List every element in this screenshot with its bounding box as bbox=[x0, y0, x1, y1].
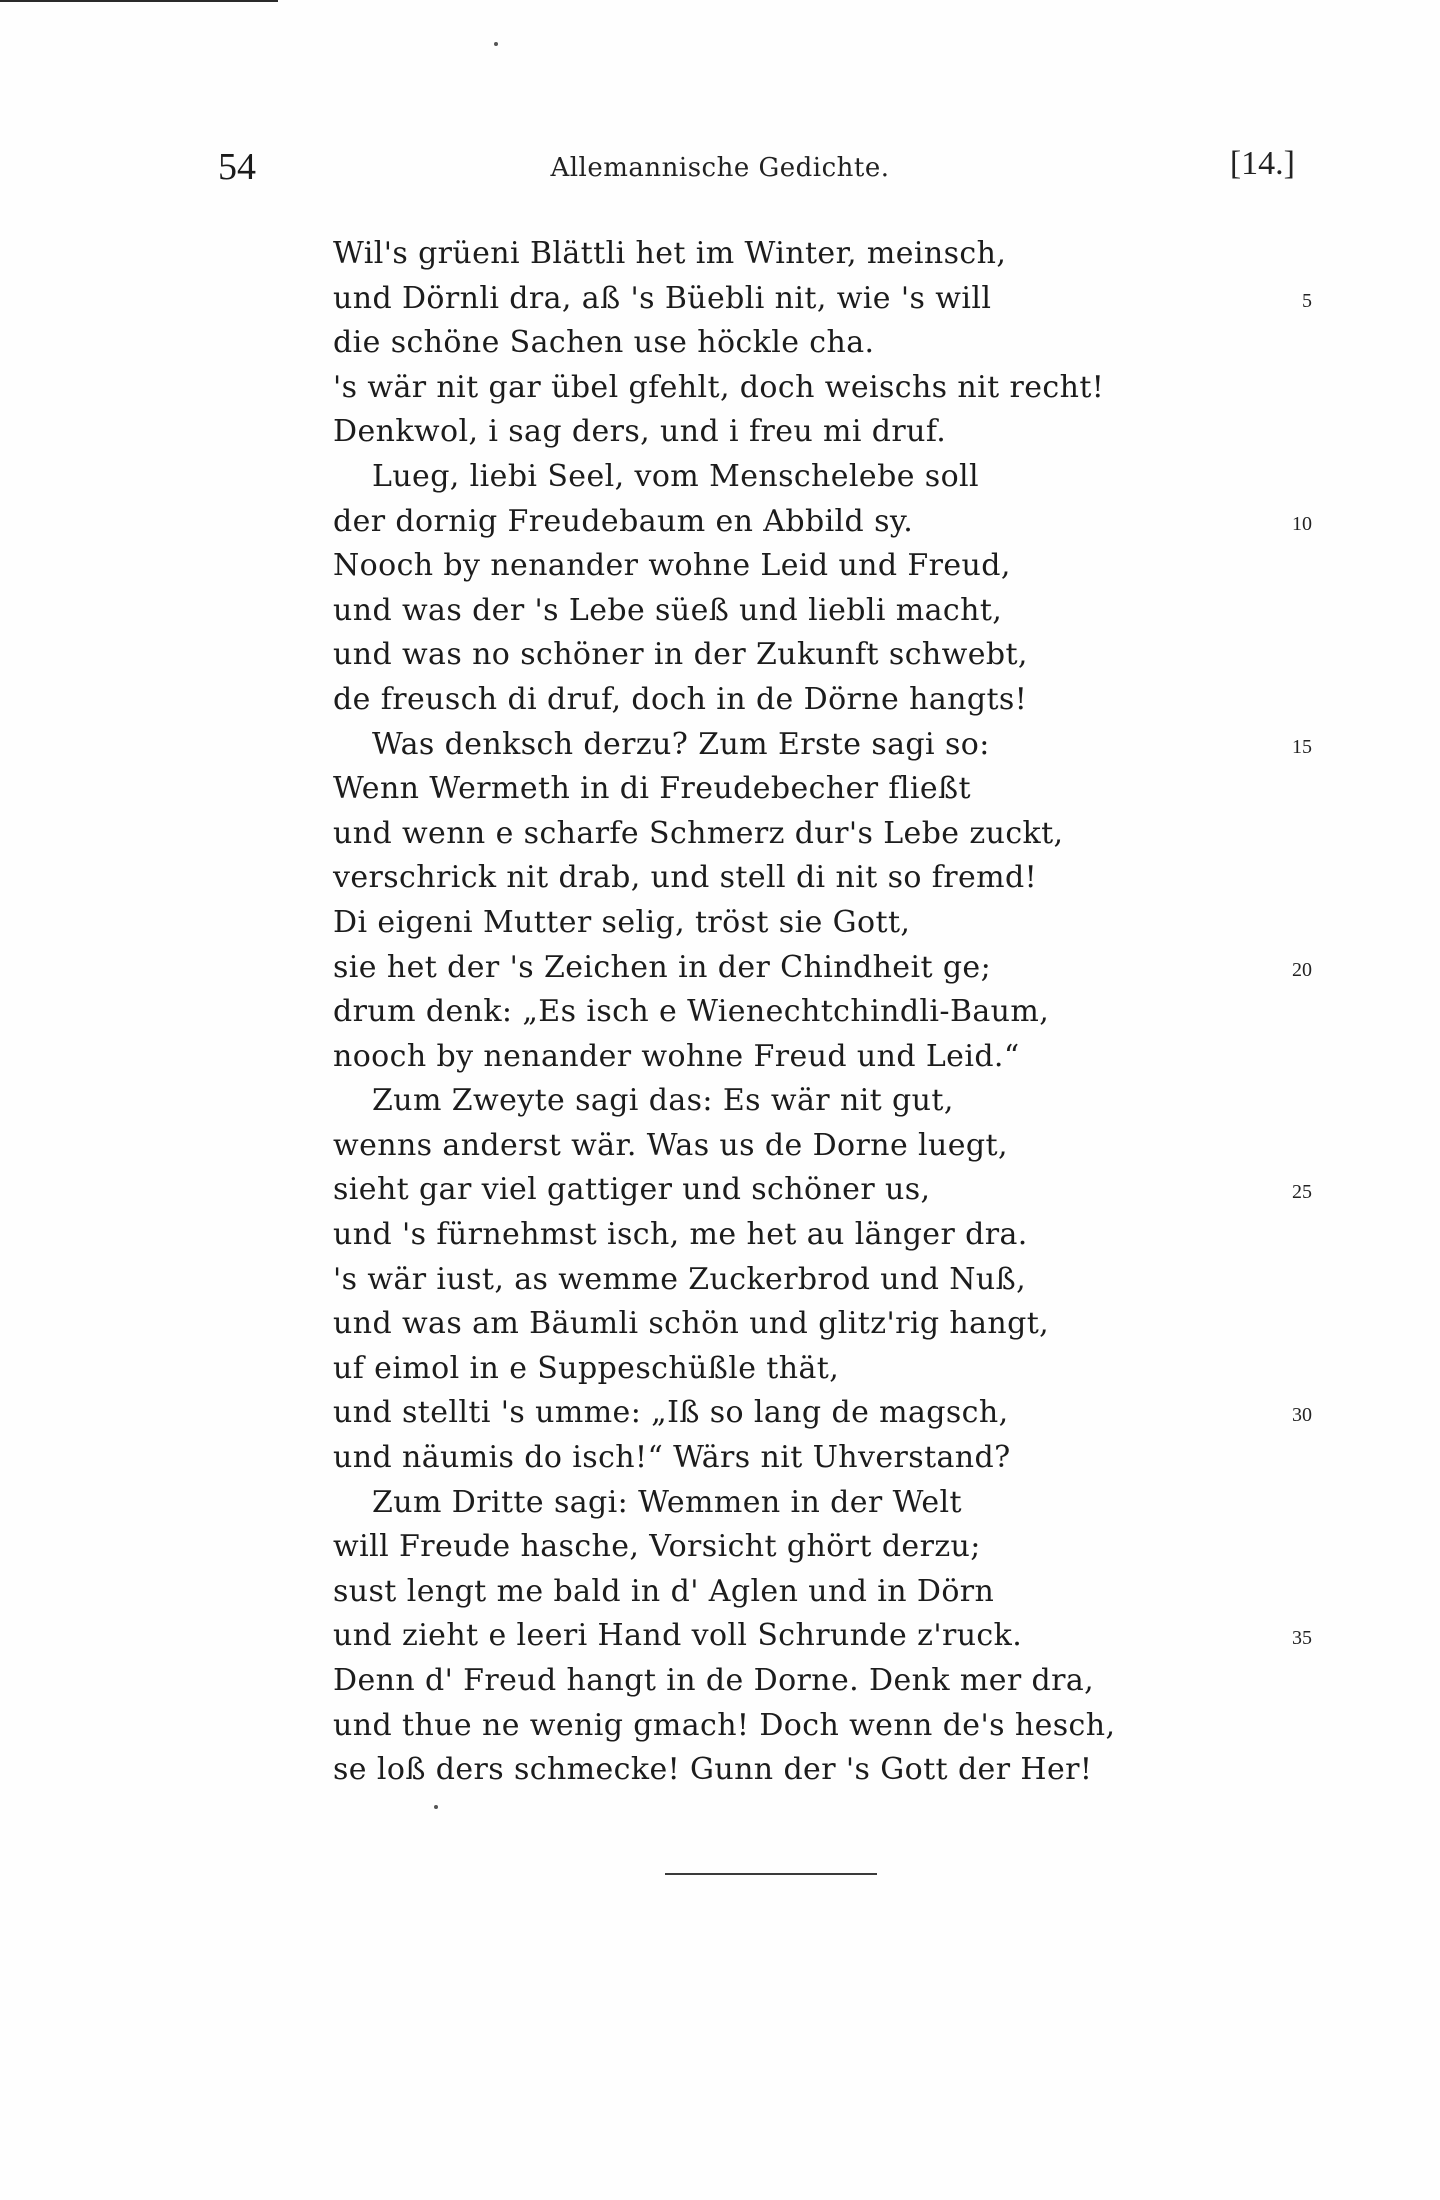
verse-line bbox=[0, 1659, 1440, 1704]
verse-line bbox=[0, 990, 1440, 1035]
verse-text: sieht gar viel gattiger und schöner us, bbox=[333, 1172, 931, 1208]
verse-text: Zum Zweyte sagi das: Es wär nit gut, bbox=[372, 1083, 954, 1119]
verse-line bbox=[0, 410, 1440, 455]
print-speck bbox=[434, 1805, 438, 1809]
verse-text: und was am Bäumli schön und glitz'rig hangt, bbox=[333, 1306, 1050, 1342]
line-number: 20 bbox=[1292, 958, 1312, 981]
verse-text: und zieht e leeri Hand voll Schrunde z'ruck. bbox=[333, 1618, 1023, 1654]
verse-text: 's wär nit gar übel gfehlt, doch weischs nit recht! bbox=[333, 369, 1105, 405]
running-title: Allemannische Gedichte. bbox=[550, 153, 890, 183]
verse-text: drum denk: „Es isch e Wienechtchindli-Baum, bbox=[333, 994, 1050, 1030]
verse-text: Zum Dritte sagi: Wemmen in der Welt bbox=[372, 1484, 962, 1520]
verse-line bbox=[0, 1704, 1440, 1749]
verse-line bbox=[0, 1481, 1440, 1526]
verse-text: die schöne Sachen use höckle cha. bbox=[333, 325, 875, 361]
verse-text: und Dörnli dra, aß 's Büebli nit, wie 's will bbox=[333, 280, 992, 316]
verse-line bbox=[0, 1391, 1440, 1436]
verse-text: verschrick nit drab, und stell di nit so fremd! bbox=[333, 860, 1038, 896]
verse-text: 's wär iust, as wemme Zuckerbrod und Nuß, bbox=[333, 1261, 1027, 1297]
verse-line bbox=[0, 1079, 1440, 1124]
print-speck bbox=[494, 42, 498, 46]
verse-text: und was der 's Lebe süeß und liebli macht, bbox=[333, 592, 1003, 628]
end-rule bbox=[665, 1873, 877, 1875]
verse-text: Denn d' Freud hangt in de Dorne. Denk mer dra, bbox=[333, 1663, 1095, 1698]
verse-line bbox=[0, 1748, 1440, 1793]
verse-line bbox=[0, 856, 1440, 901]
verse-text: Denkwol, i sag ders, und i freu mi druf. bbox=[333, 414, 947, 450]
verse-text: Lueg, liebi Seel, vom Menschelebe soll bbox=[372, 458, 980, 494]
verse-line bbox=[0, 277, 1440, 322]
verse-text: nooch by nenander wohne Freud und Leid.“ bbox=[333, 1038, 1020, 1074]
signature-mark: [14.] bbox=[1229, 145, 1295, 182]
verse-line bbox=[0, 767, 1440, 812]
verse-text: uf eimol in e Suppeschüßle thät, bbox=[333, 1350, 840, 1386]
line-number: 30 bbox=[1292, 1404, 1312, 1427]
verse-line bbox=[0, 544, 1440, 589]
verse-line bbox=[0, 723, 1440, 768]
verse-text: se loß ders schmecke! Gunn der 's Gott der Her! bbox=[333, 1752, 1093, 1788]
line-number: 10 bbox=[1292, 512, 1312, 535]
verse-line bbox=[0, 1168, 1440, 1213]
line-number: 5 bbox=[1302, 289, 1312, 312]
verse-text: und näumis do isch!“ Wärs nit Uhverstand? bbox=[333, 1440, 1011, 1476]
page-number: 54 bbox=[218, 146, 256, 188]
page-header bbox=[0, 145, 1440, 205]
verse-text: sust lengt me bald in d' Aglen und in Dörn bbox=[333, 1573, 995, 1609]
verse-line bbox=[0, 1213, 1440, 1258]
verse-text: der dornig Freudebaum en Abbild sy. bbox=[333, 503, 914, 539]
verse-line bbox=[0, 589, 1440, 634]
scan-edge-rule bbox=[0, 0, 278, 2]
verse-text: de freusch di druf, doch in de Dörne hangts! bbox=[333, 681, 1028, 717]
verse-line bbox=[0, 678, 1440, 723]
verse-text: und stellti 's umme: „Iß so lang de magsch, bbox=[333, 1395, 1009, 1431]
line-number: 15 bbox=[1292, 735, 1312, 758]
verse-line bbox=[0, 1124, 1440, 1169]
verse-line bbox=[0, 366, 1440, 411]
verse-line bbox=[0, 455, 1440, 500]
verse-line bbox=[0, 1436, 1440, 1481]
verse-text: sie het der 's Zeichen in der Chindheit ge; bbox=[333, 949, 992, 985]
verse-text: wenns anderst wär. Was us de Dorne luegt, bbox=[333, 1127, 1008, 1163]
verse-line bbox=[0, 633, 1440, 678]
verse-text: will Freude hasche, Vorsicht ghört derzu; bbox=[333, 1529, 981, 1565]
verse-text: und 's fürnehmst isch, me het au länger dra. bbox=[333, 1217, 1028, 1253]
verse-text: Wil's grüeni Blättli het im Winter, meinsch, bbox=[333, 236, 1007, 271]
verse-line bbox=[0, 321, 1440, 366]
verse-text: Di eigeni Mutter selig, tröst sie Gott, bbox=[333, 904, 911, 940]
verse-line bbox=[0, 232, 1440, 277]
verse-text: und was no schöner in der Zukunft schwebt, bbox=[333, 637, 1028, 673]
poem-body bbox=[0, 232, 1440, 1793]
line-number: 25 bbox=[1292, 1181, 1312, 1204]
verse-line bbox=[0, 1302, 1440, 1347]
line-number: 35 bbox=[1292, 1627, 1312, 1650]
verse-line bbox=[0, 1570, 1440, 1615]
verse-text: Was denksch derzu? Zum Erste sagi so: bbox=[372, 726, 990, 762]
verse-line bbox=[0, 946, 1440, 991]
verse-text: Wenn Wermeth in di Freudebecher fließt bbox=[333, 771, 971, 807]
verse-line bbox=[0, 812, 1440, 857]
verse-text: Nooch by nenander wohne Leid und Freud, bbox=[333, 548, 1011, 584]
verse-line bbox=[0, 1035, 1440, 1080]
verse-line bbox=[0, 1614, 1440, 1659]
verse-line bbox=[0, 1525, 1440, 1570]
verse-line bbox=[0, 901, 1440, 946]
verse-text: und thue ne wenig gmach! Doch wenn de's hesch, bbox=[333, 1707, 1116, 1743]
verse-line bbox=[0, 500, 1440, 545]
verse-line bbox=[0, 1258, 1440, 1303]
verse-text: und wenn e scharfe Schmerz dur's Lebe zuckt, bbox=[333, 815, 1064, 851]
verse-line bbox=[0, 1347, 1440, 1392]
